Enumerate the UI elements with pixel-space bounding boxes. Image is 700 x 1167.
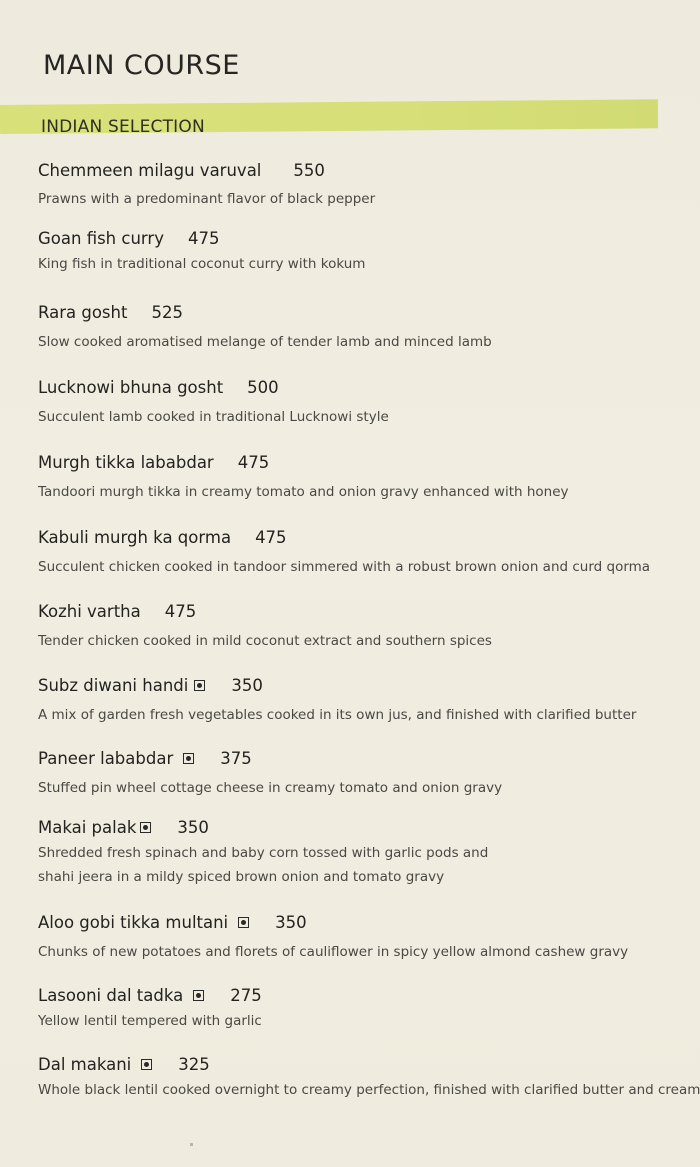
- item-name: Lasooni dal tadka: [38, 985, 184, 1005]
- item-name: Subz diwani handi: [38, 675, 189, 695]
- item-description: Tender chicken cooked in mild coconut extract and southern spices: [38, 633, 492, 649]
- menu-item: [38, 1052, 700, 1112]
- item-name: Goan fish curry: [38, 228, 164, 248]
- veg-symbol-icon: [238, 917, 249, 928]
- item-description: Slow cooked aromatised melange of tender lamb and minced lamb: [38, 334, 492, 350]
- item-price: 550: [293, 160, 325, 180]
- item-price: 475: [187, 228, 220, 248]
- item-description: Whole black lentil cooked overnight to creamy perfection, finished with clarified butter and cream: [38, 1082, 700, 1098]
- item-description: Stuffed pin wheel cottage cheese in creamy tomato and onion gravy: [38, 780, 503, 796]
- item-price: 325: [178, 1054, 210, 1074]
- item-price: 350: [275, 912, 307, 932]
- veg-symbol-icon: [141, 1059, 152, 1070]
- item-description: Yellow lentil tempered with garlic: [38, 1013, 262, 1029]
- item-description: Tandoori murgh tikka in creamy tomato and onion gravy enhanced with honey: [38, 484, 569, 500]
- menu-item: [38, 983, 678, 1052]
- item-name: Lucknowi bhuna gosht: [38, 377, 224, 397]
- menu-item: [38, 300, 678, 375]
- item-price: 500: [247, 377, 279, 397]
- item-name: Kabuli murgh ka qorma: [38, 527, 232, 547]
- item-description: Prawns with a predominant flavor of black pepper: [38, 191, 376, 207]
- item-price: 375: [220, 748, 252, 768]
- veg-symbol-icon: [193, 990, 204, 1001]
- item-description: Succulent lamb cooked in traditional Lucknowi style: [38, 409, 389, 425]
- menu-item: [38, 226, 678, 300]
- item-description: Shredded fresh spinach and baby corn tossed with garlic pods and shahi jeera in a mildy spiced brown onion and tomato gravy: [38, 845, 489, 885]
- section-heading: INDIAN SELECTION: [41, 117, 205, 137]
- paper-speck: [190, 1143, 193, 1146]
- item-price: 475: [164, 601, 197, 621]
- item-description: Chunks of new potatoes and florets of cauliflower in spicy yellow almond cashew gravy: [38, 944, 629, 960]
- menu-item: [38, 450, 678, 525]
- item-price: 350: [231, 675, 263, 695]
- item-price: 525: [151, 302, 183, 322]
- menu-item: [38, 910, 678, 983]
- menu-item: [38, 158, 678, 226]
- menu-item: [38, 525, 678, 599]
- item-name: Paneer lababdar: [38, 748, 174, 768]
- menu-item: [38, 746, 678, 815]
- menu-item: [38, 815, 678, 910]
- menu-item: [38, 375, 678, 450]
- item-description: A mix of garden fresh vegetables cooked in its own jus, and finished with clarified butter: [38, 707, 637, 723]
- page-title: MAIN COURSE: [43, 50, 240, 81]
- item-name: Aloo gobi tikka multani: [38, 912, 229, 932]
- item-description: Succulent chicken cooked in tandoor simmered with a robust brown onion and curd qorma: [38, 559, 651, 575]
- menu-item: [38, 599, 678, 673]
- item-price: 275: [230, 985, 262, 1005]
- item-description: King fish in traditional coconut curry with kokum: [38, 256, 366, 272]
- veg-symbol-icon: [194, 680, 205, 691]
- item-name: Murgh tikka lababdar: [38, 452, 214, 472]
- item-name: Dal makani: [38, 1054, 132, 1074]
- veg-symbol-icon: [140, 822, 151, 833]
- item-name: Rara gosht: [38, 302, 128, 322]
- menu-item-list: [38, 158, 700, 1112]
- item-price: 350: [177, 817, 209, 837]
- item-name: Chemmeen milagu varuval: [38, 160, 262, 180]
- item-price: 475: [255, 527, 287, 547]
- menu-item: [38, 673, 678, 746]
- item-name: Makai palak: [38, 817, 137, 837]
- item-price: 475: [237, 452, 270, 472]
- item-name: Kozhi vartha: [38, 601, 141, 621]
- veg-symbol-icon: [183, 753, 194, 764]
